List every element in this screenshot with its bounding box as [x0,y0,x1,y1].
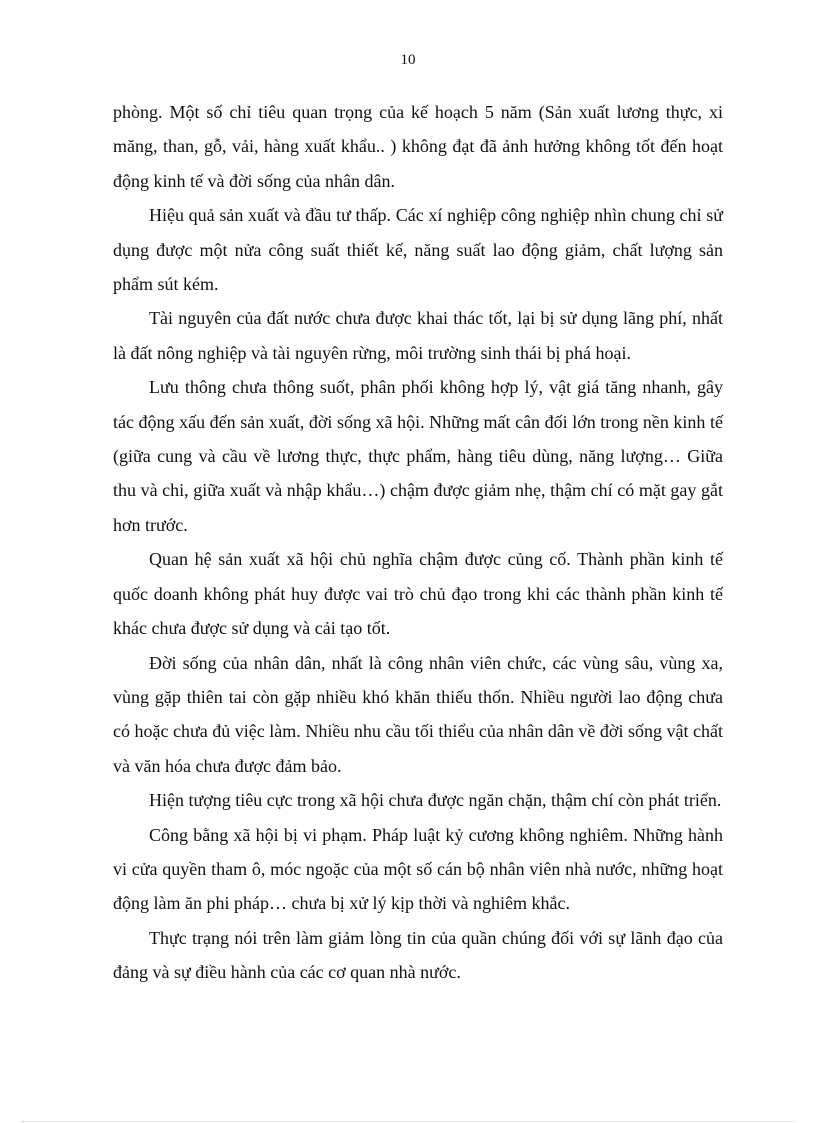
document-body [113,95,723,990]
paragraph-conclusion: Thực trạng nói trên làm giảm lòng tin của quần chúng đối với sự lãnh đạo của đảng và sự điều hành của các cơ quan nhà nước. [113,927,723,983]
paragraph-natural-resources: Tài nguyên của đất nước chưa được khai thác tốt, lại bị sử dụng lãng phí, nhất là đất nông nghiệp và tài nguyên rừng, môi trường sinh thái bị phá hoại. [113,308,723,363]
page-number: 10 [400,52,416,68]
paragraph-social-justice: Công bằng xã hội bị vi phạm. Pháp luật kỷ cương không nghiêm. Những hành vi cửa quyền tham ô, móc ngoặc của một số cán bộ nhân viên nhà nước, những hoạt động làm ăn phi pháp… chưa bị xử lý kịp thời và nghiêm khắc. [113,824,723,914]
paragraph-production-relations: Quan hệ sản xuất xã hội chủ nghĩa chậm được củng cố. Thành phần kinh tế quốc doanh không phát huy được vai trò chủ đạo trong khi các thành phần kinh tế khác chưa được sử dụng và cải tạo tốt. [113,549,723,639]
page-bottom-divider [22,1121,794,1122]
paragraph-continuation: phòng. Một số chỉ tiêu quan trọng của kế hoạch 5 năm (Sản xuất lương thực, xi măng, than, gỗ, vải, hàng xuất khẩu.. ) không đạt đã ảnh hưởng không tốt đến hoạt động kinh tế và đời sống của nhân dân. [113,102,723,191]
paragraph-production-efficiency: Hiệu quả sản xuất và đầu tư thấp. Các xí nghiệp công nghiệp nhìn chung chỉ sử dụng được một nửa công suất thiết kế, năng suất lao động giảm, chất lượng sản phẩm sút kém. [113,205,723,295]
paragraph-negative-phenomena: Hiện tượng tiêu cực trong xã hội chưa được ngăn chặn, thậm chí còn phát triển. [149,790,722,811]
paragraph-circulation-distribution: Lưu thông chưa thông suốt, phân phối không hợp lý, vật giá tăng nhanh, gây tác động xấu đến sản xuất, đời sống xã hội. Những mất cân đối lớn trong nền kinh tế (giữa cung và cầu về lương thực, thực phẩm, hàng tiêu dùng, năng lượng… Giữa thu và chi, giữa xuất và nhập khẩu…) chậm được giảm nhẹ, thậm chí có mặt gay gắt hơn trước. [113,377,723,535]
paragraph-living-standards: Đời sống của nhân dân, nhất là công nhân viên chức, các vùng sâu, vùng xa, vùng gặp thiên tai còn gặp nhiều khó khăn thiếu thốn. Nhiều người lao động chưa có hoặc chưa đủ việc làm. Nhiều nhu cầu tối thiểu của nhân dân về đời sống vật chất và văn hóa chưa được đảm bảo. [113,652,723,776]
